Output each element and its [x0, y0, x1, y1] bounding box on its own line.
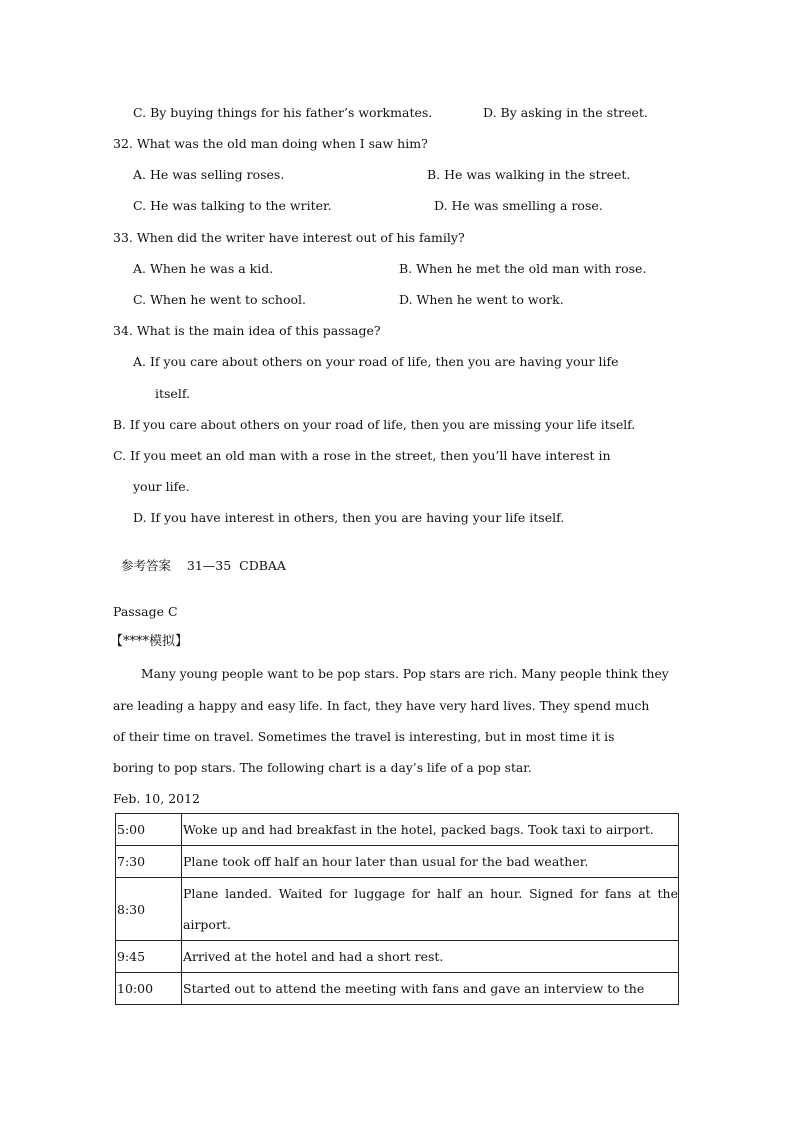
schedule-time: 10:00 [116, 973, 182, 1005]
q32-option-d: D. He was smelling a rose. [434, 198, 603, 213]
q32-option-c: C. He was talking to the writer. [133, 198, 332, 213]
q31-option-c: C. By buying things for his father’s workmates. [133, 105, 433, 120]
passage-line-4: boring to pop stars. The following chart is a day’s life of a pop star. [113, 761, 532, 775]
passage-title: Passage C [113, 604, 178, 619]
q34-option-a-line1: A. If you care about others on your road of life, then you are having your life [133, 354, 619, 369]
answer-key [113, 542, 286, 574]
passage-line-3: of their time on travel. Sometimes the travel is interesting, but in most time it is [113, 730, 615, 744]
schedule-event: Woke up and had breakfast in the hotel, packed bags. Took taxi to airport. [182, 814, 679, 846]
passage-line-2: are leading a happy and easy life. In fact, they have very hard lives. They spend much [113, 699, 650, 713]
schedule-event [182, 878, 679, 941]
schedule-time: 7:30 [116, 846, 182, 878]
schedule-time: 5:00 [116, 814, 182, 846]
table-row [116, 846, 679, 878]
q34-stem: 34. What is the main idea of this passage? [113, 323, 381, 338]
table-row [116, 814, 679, 846]
schedule-event: Plane took off half an hour later than usual for the bad weather. [182, 846, 679, 878]
table-row [116, 878, 679, 941]
q33-option-b: B. When he met the old man with rose. [399, 261, 647, 276]
q32-stem: 32. What was the old man doing when I saw him? [113, 136, 428, 151]
schedule-event-line1: Plane landed. Waited for luggage for half an hour. Signed for fans at the [183, 886, 678, 901]
q33-option-c: C. When he went to school. [133, 292, 306, 307]
q33-option-d: D. When he went to work. [399, 292, 564, 307]
q32-option-b: B. He was walking in the street. [427, 167, 631, 182]
schedule-time: 9:45 [116, 941, 182, 973]
schedule-table [115, 813, 679, 1005]
schedule-time: 8:30 [116, 878, 182, 941]
passage-source-tag: 【****模拟】 [110, 634, 189, 649]
q34-option-d: D. If you have interest in others, then you are having your life itself. [133, 510, 565, 525]
answer-label: 参考答案 [120, 558, 171, 573]
q33-stem: 33. When did the writer have interest out of his family? [113, 230, 465, 245]
q34-option-c-line1: C. If you meet an old man with a rose in the street, then you’ll have interest in [113, 448, 611, 463]
q34-option-c-line2: your life. [133, 479, 190, 494]
q33-option-a: A. When he was a kid. [133, 261, 274, 276]
table-row [116, 973, 679, 1005]
schedule-event-line2: airport. [183, 917, 231, 932]
q32-option-a: A. He was selling roses. [133, 167, 285, 182]
table-row [116, 941, 679, 973]
q34-option-b: B. If you care about others on your road of life, then you are missing your life itself. [113, 418, 636, 432]
passage-date: Feb. 10, 2012 [113, 791, 200, 806]
schedule-event: Arrived at the hotel and had a short rest. [182, 941, 679, 973]
passage-line-1: Many young people want to be pop stars. Pop stars are rich. Many people think they [141, 667, 669, 681]
schedule-event: Started out to attend the meeting with fans and gave an interview to the [182, 973, 679, 1005]
answer-value: 31—35 CDBAA [186, 558, 286, 573]
q34-option-a-line2: itself. [155, 386, 190, 401]
q31-option-d: D. By asking in the street. [483, 105, 648, 120]
